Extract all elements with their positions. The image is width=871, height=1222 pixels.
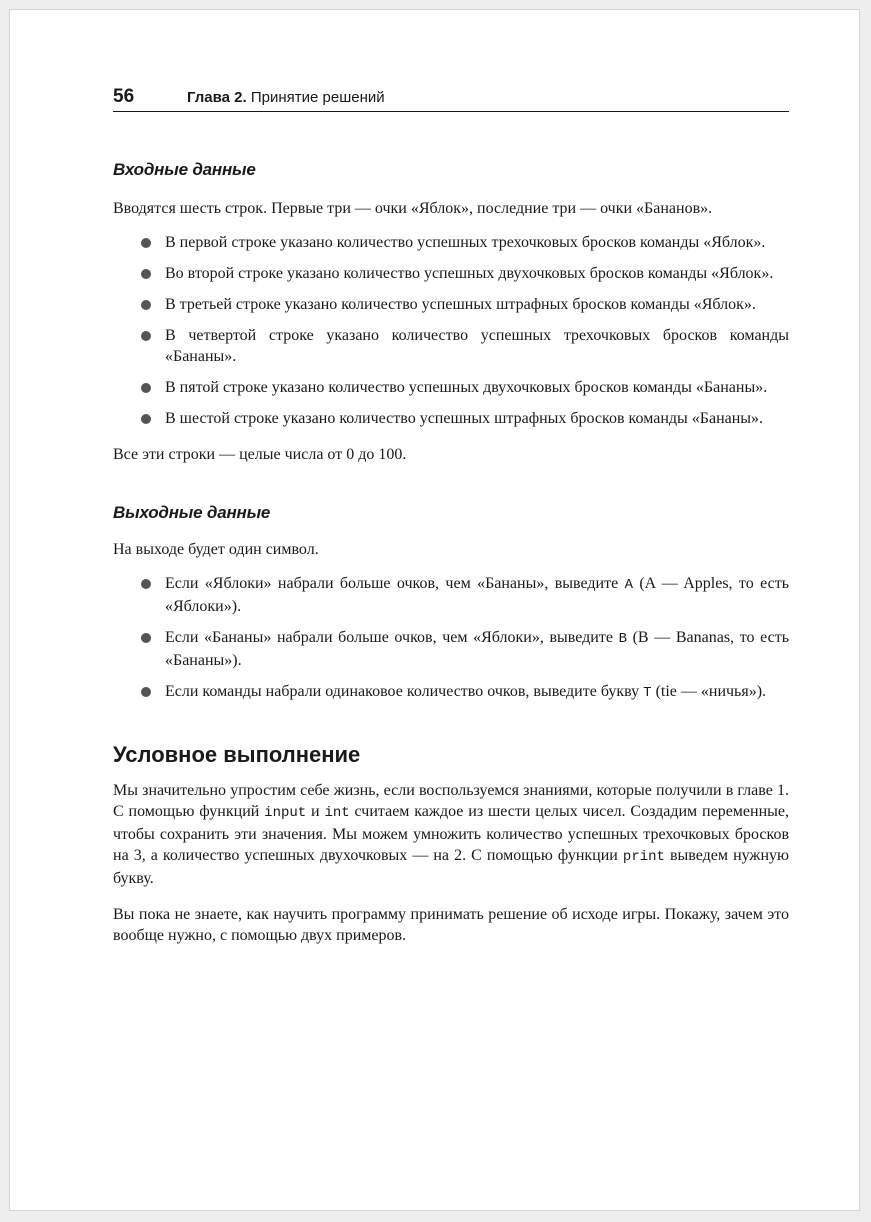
output-intro: На выходе будет один символ.	[113, 541, 319, 558]
page-number: 56	[113, 86, 135, 107]
output-heading: Выходные данные	[113, 503, 271, 522]
list-item: В четвертой строке указано количество успешных трехочковых бросков команды «Бананы».	[113, 325, 789, 367]
code-inline: print	[622, 849, 665, 865]
input-heading: Входные данные	[113, 160, 256, 179]
conditional-paragraph-1: Мы значительно упростим себе жизнь, если воспользуемся знаниями, которые получили в главе 1. С помощью функций input и int считаем каждое из шести целых чисел. Создадим переменные, чтобы сохранить эти значения. Мы можем умножить количество успешных трехочковых бросков на 3, а количество успешных двухочковых — на 2. С помощью функции print выведем нужную букву.	[113, 782, 789, 887]
chapter-name: Принятие решений	[250, 89, 385, 106]
list-item: В пятой строке указано количество успешных двухочковых бросков команды «Бананы».	[113, 377, 789, 398]
list-item: В шестой строке указано количество успешных штрафных бросков команды «Бананы».	[113, 408, 789, 429]
list-item: В третьей строке указано количество успешных штрафных бросков команды «Яблок».	[113, 294, 789, 315]
input-list	[113, 232, 789, 429]
bullet-icon	[141, 238, 151, 248]
conditional-paragraph-2: Вы пока не знаете, как научить программу принимать решение об исходе игры. Покажу, зачем это вообще нужно, с помощью двух примеров.	[113, 906, 789, 944]
bullet-icon	[141, 331, 151, 341]
bullet-icon	[141, 633, 151, 643]
code-inline: input	[264, 805, 307, 821]
list-item: Во второй строке указано количество успешных двухочковых бросков команды «Яблок».	[113, 263, 789, 284]
code-inline: int	[324, 805, 350, 821]
bullet-icon	[141, 414, 151, 424]
section-heading: Условное выполнение	[113, 742, 361, 767]
book-page	[10, 10, 859, 1210]
input-outro: Все эти строки — целые числа от 0 до 100.	[113, 446, 407, 463]
running-header	[113, 85, 789, 112]
bullet-icon	[141, 269, 151, 279]
output-list	[113, 573, 789, 704]
list-item: Если «Яблоки» набрали больше очков, чем «Бананы», выведите A (A — Apples, то есть «Яблоки»).	[113, 573, 789, 617]
code-inline: A	[624, 577, 633, 593]
input-intro: Вводятся шесть строк. Первые три — очки «Яблок», последние три — очки «Бананов».	[113, 200, 713, 217]
code-inline: B	[618, 631, 627, 647]
list-item: Если команды набрали одинаковое количество очков, выведите букву T (tie — «ничья»).	[113, 681, 789, 704]
list-item: В первой строке указано количество успешных трехочковых бросков команды «Яблок».	[113, 232, 789, 253]
code-inline: T	[643, 685, 652, 701]
page-content	[113, 160, 789, 946]
bullet-icon	[141, 383, 151, 393]
bullet-icon	[141, 687, 151, 697]
chapter-label: Глава 2.	[187, 89, 247, 106]
list-item: Если «Бананы» набрали больше очков, чем «Яблоки», выведите B (B — Bananas, то есть «Бананы»).	[113, 627, 789, 671]
bullet-icon	[141, 579, 151, 589]
chapter-title	[187, 89, 385, 106]
bullet-icon	[141, 300, 151, 310]
